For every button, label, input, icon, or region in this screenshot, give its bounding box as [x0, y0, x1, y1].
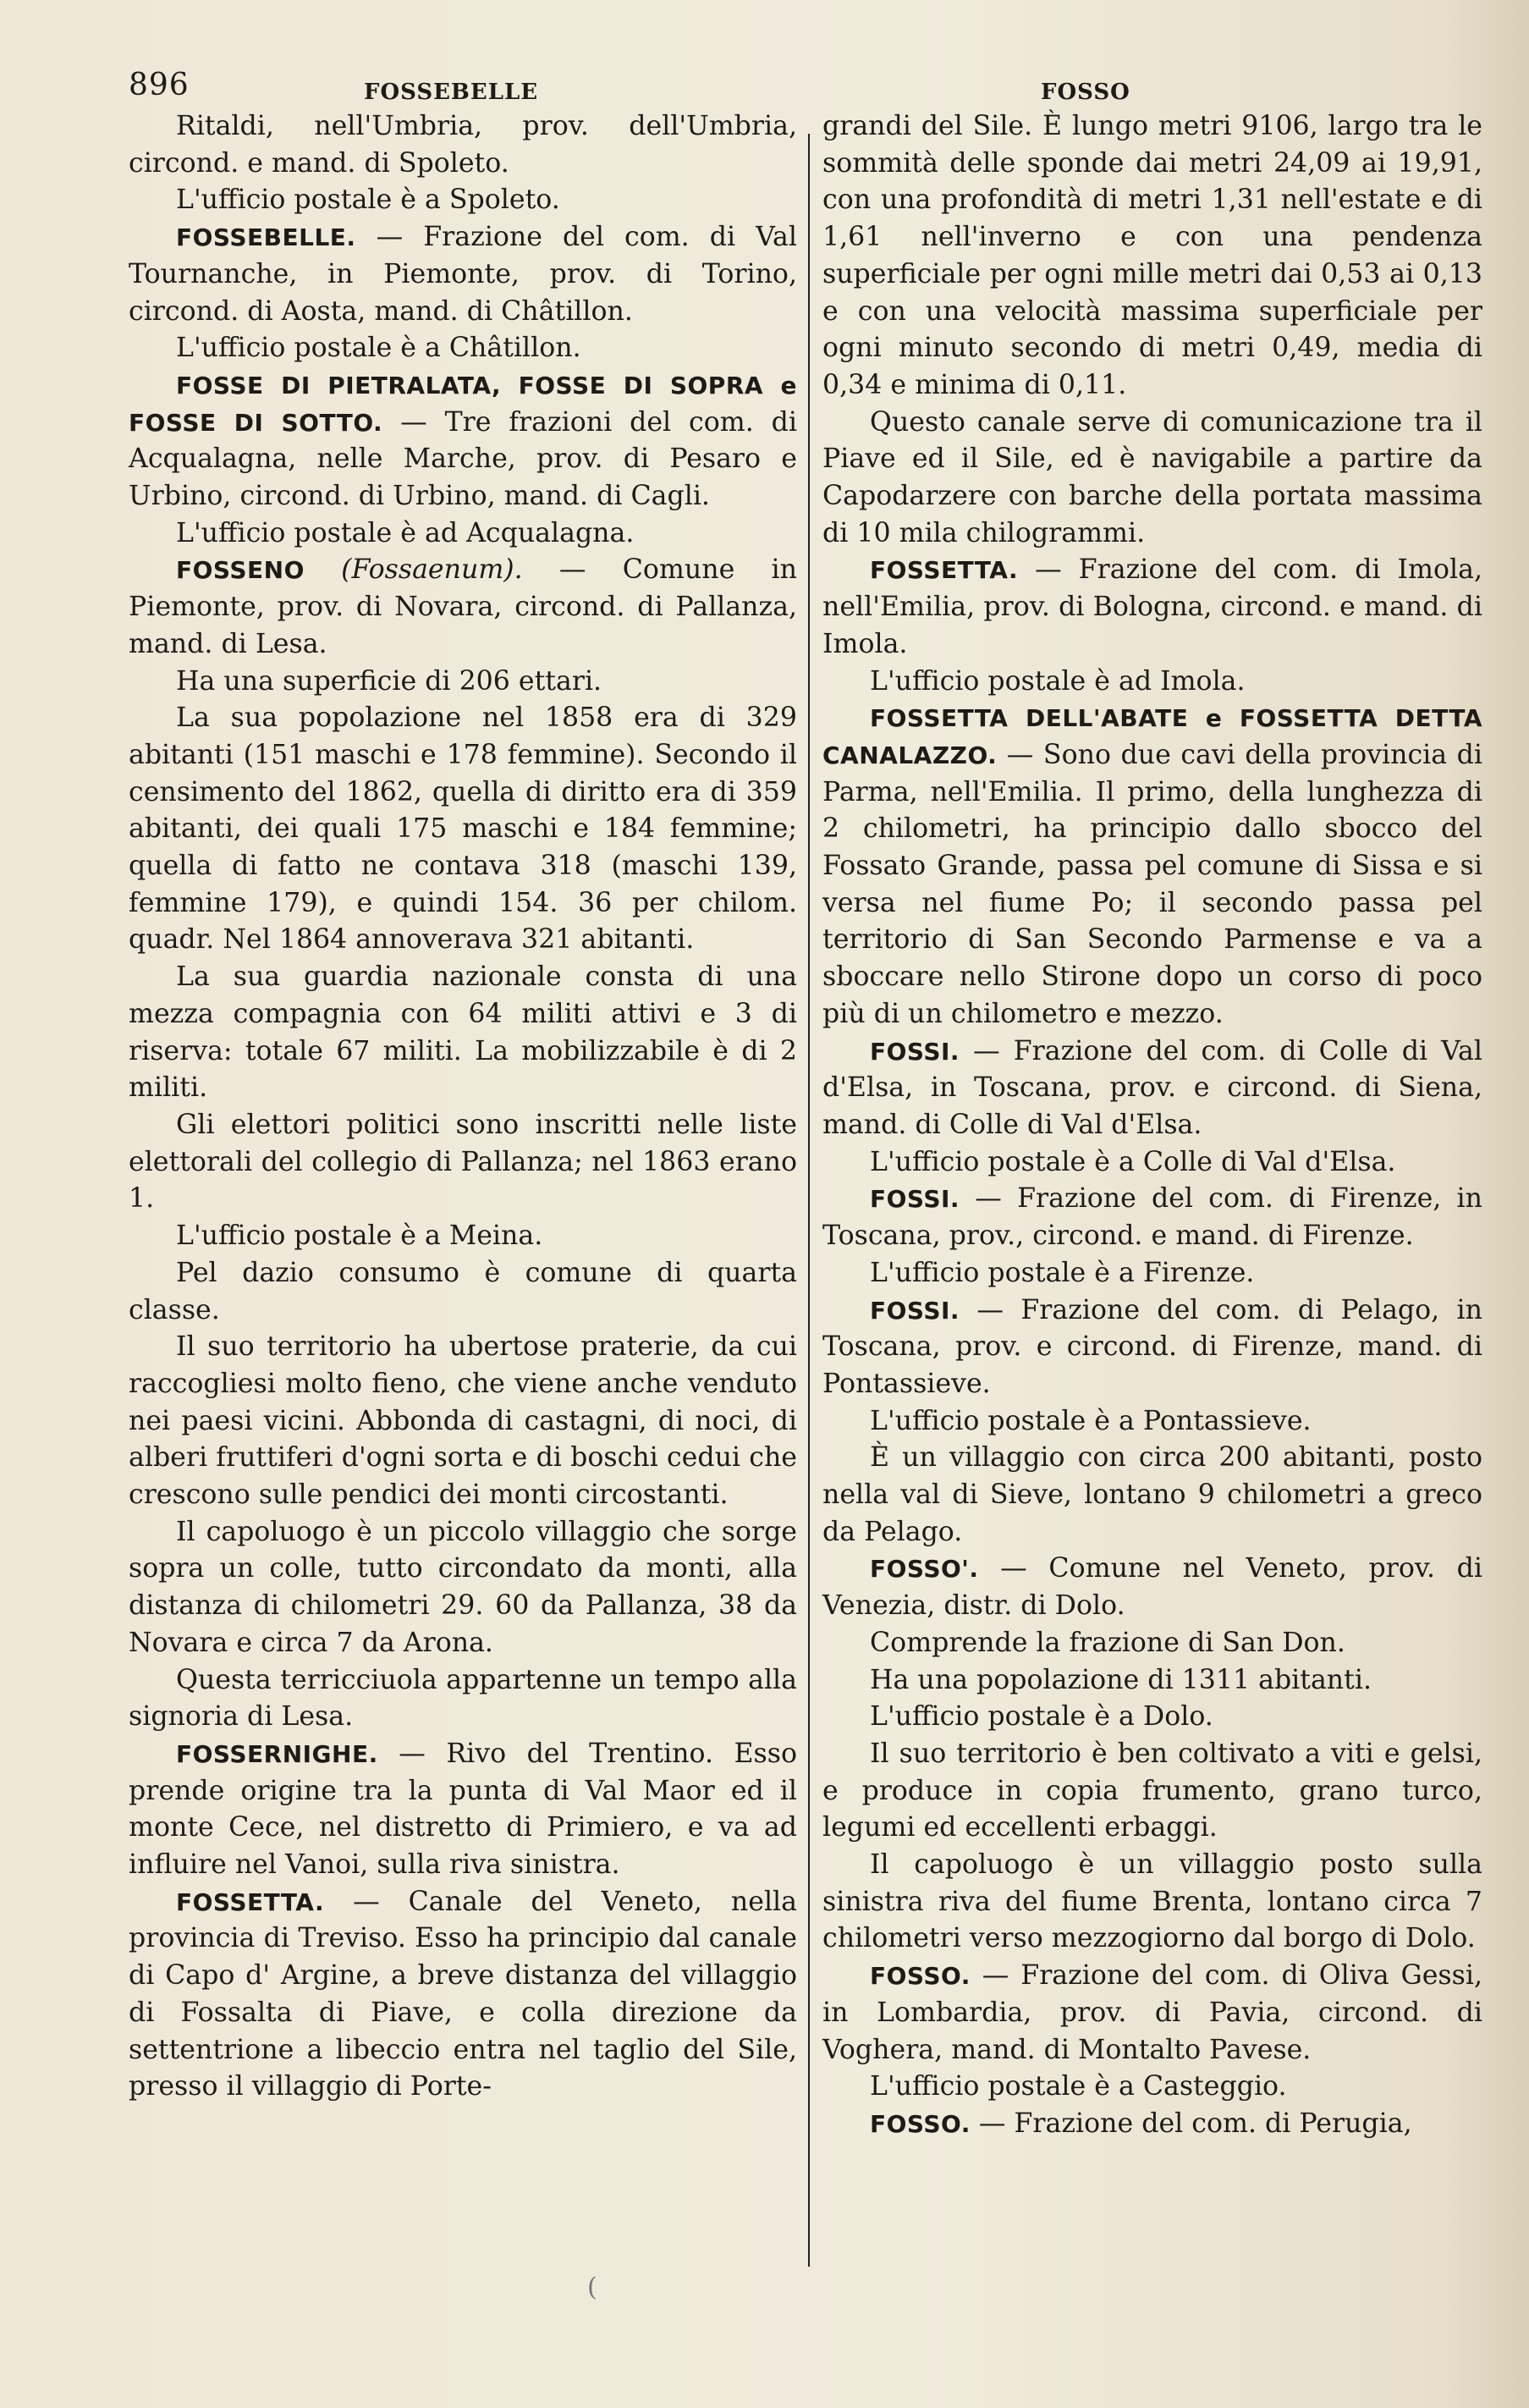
entry-headword: FOSSE DI PIETRALATA, FOSSE DI SOPRA e FOSSE DI SOTTO. — [129, 371, 797, 437]
entry-text: Ha una superficie di 206 ettari. — [176, 665, 602, 697]
dictionary-entry — [822, 552, 1482, 663]
paragraph — [822, 1403, 1482, 1441]
paragraph — [129, 1329, 797, 1514]
entry-text: Gli elettori politici sono inscritti nelle liste elettorali del collegio di Pallanza; nel 1863 erano 1. — [129, 1109, 797, 1215]
footer-mark: ( — [587, 2273, 597, 2302]
paragraph — [822, 1255, 1482, 1292]
paragraph — [129, 700, 797, 959]
entry-text: Comprende la frazione di San Don. — [870, 1627, 1345, 1658]
entry-text: — Frazione del com. di Imola, nell'Emilia, prov. di Bologna, circond. e mand. di Imola. — [822, 554, 1482, 659]
paragraph — [822, 1736, 1482, 1847]
dictionary-entry — [822, 700, 1482, 1033]
latin-name: (Fossaenum). — [341, 554, 523, 586]
entry-headword: FOSSO. — [870, 2109, 971, 2138]
entry-headword: FOSSI. — [870, 1185, 960, 1214]
paragraph — [129, 108, 797, 182]
dictionary-entry — [822, 1181, 1482, 1254]
paragraph — [822, 1699, 1482, 1736]
entry-text: Il suo territorio è ben coltivato a viti e gelsi, e produce in copia frumento, grano turco, legumi ed eccellenti erbaggi. — [822, 1738, 1482, 1843]
dictionary-entry — [129, 219, 797, 330]
paragraph — [129, 1662, 797, 1736]
entry-text: — Frazione del com. di Val Tournanche, in Piemonte, prov. di Torino, circond. di Aosta, mand. di Châtillon. — [129, 222, 797, 327]
entry-text: — Canale del Veneto, nella provincia di Treviso. Esso ha principio dal canale di Capo d' Argine, a breve distanza del villaggio di Fossalta di Piave, e colla direzione da settentrione a libeccio entra nel taglio del Sile, presso il villaggio di Porte- — [129, 1886, 797, 2102]
entry-headword: FOSSI. — [870, 1296, 960, 1325]
entry-text: grandi del Sile. È lungo metri 9106, largo tra le sommità delle sponde dai metri 24,09 ai 19,91, con una profondità di metri 1,31 nell'estate e di 1,61 nell'inverno e con una pendenza superficiale per ogni mille metri dai 0,53 ai 0,13 e con una velocità massima superficiale per ogni minuto secondo di metri 0,49, media di 0,34 e minima di 0,11. — [822, 111, 1482, 400]
entry-text: Il capoluogo è un villaggio posto sulla sinistra riva del fiume Brenta, lontano circa 7 chilometri verso mezzogiorno dal borgo di Dolo. — [822, 1849, 1482, 1954]
paragraph — [129, 1218, 797, 1255]
entry-text: — Frazione del com. di Firenze, in Toscana, prov., circond. e mand. di Firenze. — [822, 1183, 1482, 1252]
paragraph — [129, 1107, 797, 1218]
paragraph — [129, 515, 797, 553]
right-column — [822, 108, 1482, 2143]
column-divider — [808, 134, 810, 2267]
dictionary-entry — [822, 2106, 1482, 2143]
entry-text: Ha una popolazione di 1311 abitanti. — [870, 1664, 1372, 1695]
entry-text: — Sono due cavi della provincia di Parma, nell'Emilia. Il primo, della lunghezza di 2 chilometri, ha principio dallo sbocco del Fossato Grande, passa pel comune di Sissa e si versa nel fiume Po; il secondo passa pel territorio di San Secondo Parmense e va a sboccare nello Stirone dopo un corso di poco più di un chilometro e mezzo. — [822, 739, 1482, 1029]
page-number: 896 — [129, 68, 190, 102]
entry-text: L'ufficio postale è a Casteggio. — [870, 2071, 1287, 2102]
entry-text: L'ufficio postale è a Spoleto. — [176, 185, 560, 216]
entry-text: L'ufficio postale è a Firenze. — [870, 1257, 1255, 1288]
dictionary-entry — [822, 1551, 1482, 1624]
entry-text: Questa terricciuola appartenne un tempo alla signoria di Lesa. — [129, 1664, 797, 1733]
entry-headword: FOSSENO — [176, 556, 305, 585]
entry-text: — Frazione del com. di Colle di Val d'Elsa, in Toscana, prov. e circond. di Siena, mand. di Colle di Val d'Elsa. — [822, 1035, 1482, 1140]
paragraph — [129, 182, 797, 219]
paragraph — [129, 1255, 797, 1329]
entry-text: — Tre frazioni del com. di Acqualagna, nelle Marche, prov. di Pesaro e Urbino, circond. di Urbino, mand. di Cagli. — [129, 406, 797, 512]
dictionary-entry — [822, 1033, 1482, 1144]
entry-text: — Comune nel Veneto, prov. di Venezia, distr. di Dolo. — [822, 1553, 1482, 1622]
entry-headword: FOSSO'. — [870, 1555, 979, 1584]
entry-text: La sua popolazione nel 1858 era di 329 abitanti (151 maschi e 178 femmine). Secondo il censimento del 1862, quella di diritto era di 359 abitanti, dei quali 175 maschi e 184 femmine; quella di fatto ne contava 318 (maschi 139, femmine 179), e quindi 154. 36 per chilom. quadr. Nel 1864 annoverava 321 abitanti. — [129, 703, 797, 956]
entry-headword: FOSSO. — [870, 1962, 971, 1991]
entry-headword: FOSSERNIGHE. — [176, 1739, 378, 1768]
paragraph — [822, 405, 1482, 553]
paragraph — [822, 1662, 1482, 1700]
entry-text: L'ufficio postale è a Meina. — [176, 1221, 543, 1252]
paragraph — [822, 1847, 1482, 1958]
entry-text: — Frazione del com. di Pelago, in Toscana, prov. e circond. di Firenze, mand. di Pontassieve. — [822, 1294, 1482, 1399]
paragraph — [129, 959, 797, 1107]
entry-text: L'ufficio postale è ad Acqualagna. — [176, 517, 635, 548]
entry-text: Il suo territorio ha ubertose praterie, da cui raccogliesi molto fieno, che viene anche venduto nei paesi vicini. Abbonda di castagni, di noci, di alberi fruttiferi d'ogni sorta e di boschi cedui che crescono sulle pendici dei monti circostanti. — [129, 1331, 797, 1511]
entry-text: — Frazione del com. di Oliva Gessi, in Lombardia, prov. di Pavia, circond. di Voghera, mand. di Montalto Pavese. — [822, 1960, 1482, 2065]
entry-text: Questo canale serve di comunicazione tra il Piave ed il Sile, ed è navigabile a partire da Capodarzere con barche della portata massima di 10 mila chilogrammi. — [822, 406, 1482, 548]
entry-text: La sua guardia nazionale consta di una mezza compagnia con 64 militi attivi e 3 di riserva: totale 67 militi. La mobilizzabile è di 2 militi. — [129, 962, 797, 1104]
left-column — [129, 108, 797, 2106]
paragraph — [822, 2069, 1482, 2106]
dictionary-entry — [129, 552, 797, 663]
dictionary-entry — [129, 1884, 797, 2106]
entry-text: Il capoluogo è un piccolo villaggio che sorge sopra un colle, tutto circondato da monti, alla distanza di chilometri 29. 60 da Pallanza, 38 da Novara e circa 7 da Arona. — [129, 1516, 797, 1658]
entry-headword: FOSSEBELLE. — [176, 223, 356, 252]
entry-headword: FOSSETTA. — [176, 1887, 325, 1916]
paragraph — [129, 1514, 797, 1662]
entry-headword: FOSSETTA DELL'ABATE e FOSSETTA DETTA CANALAZZO. — [822, 704, 1482, 769]
entry-text: Pel dazio consumo è comune di quarta classe. — [129, 1257, 797, 1325]
entry-text: — Rivo del Trentino. Esso prende origine tra la punta di Val Maor ed il monte Cece, nel distretto di Primiero, e va ad influire nel Vanoi, sulla riva sinistra. — [129, 1738, 797, 1881]
running-head-right: FOSSO — [1041, 80, 1130, 105]
paragraph — [822, 664, 1482, 701]
running-head-left: FOSSEBELLE — [364, 80, 539, 105]
entry-text: L'ufficio postale è a Pontassieve. — [870, 1405, 1312, 1436]
entry-text: L'ufficio postale è a Colle di Val d'Elsa. — [870, 1146, 1396, 1177]
paragraph — [129, 664, 797, 701]
entry-text: — Comune in Piemonte, prov. di Novara, circond. di Pallanza, mand. di Lesa. — [129, 554, 797, 659]
entry-text: L'ufficio postale è a Dolo. — [870, 1701, 1213, 1733]
entry-text: L'ufficio postale è a Châtillon. — [176, 333, 581, 364]
dictionary-entry — [129, 367, 797, 515]
paragraph — [822, 108, 1482, 405]
dictionary-entry — [822, 1958, 1482, 2069]
paragraph — [822, 1440, 1482, 1551]
paragraph — [129, 330, 797, 367]
paragraph — [822, 1144, 1482, 1182]
entry-text: È un villaggio con circa 200 abitanti, posto nella val di Sieve, lontano 9 chilometri a greco da Pelago. — [822, 1442, 1482, 1547]
entry-text: L'ufficio postale è ad Imola. — [870, 665, 1246, 697]
entry-headword: FOSSETTA. — [870, 556, 1019, 585]
entry-headword: FOSSI. — [870, 1037, 960, 1066]
dictionary-entry — [129, 1736, 797, 1884]
entry-text: — Frazione del com. di Perugia, — [970, 2108, 1412, 2139]
entry-text: Ritaldi, nell'Umbria, prov. dell'Umbria, circond. e mand. di Spoleto. — [129, 111, 797, 179]
paragraph — [822, 1625, 1482, 1662]
dictionary-entry — [822, 1292, 1482, 1403]
